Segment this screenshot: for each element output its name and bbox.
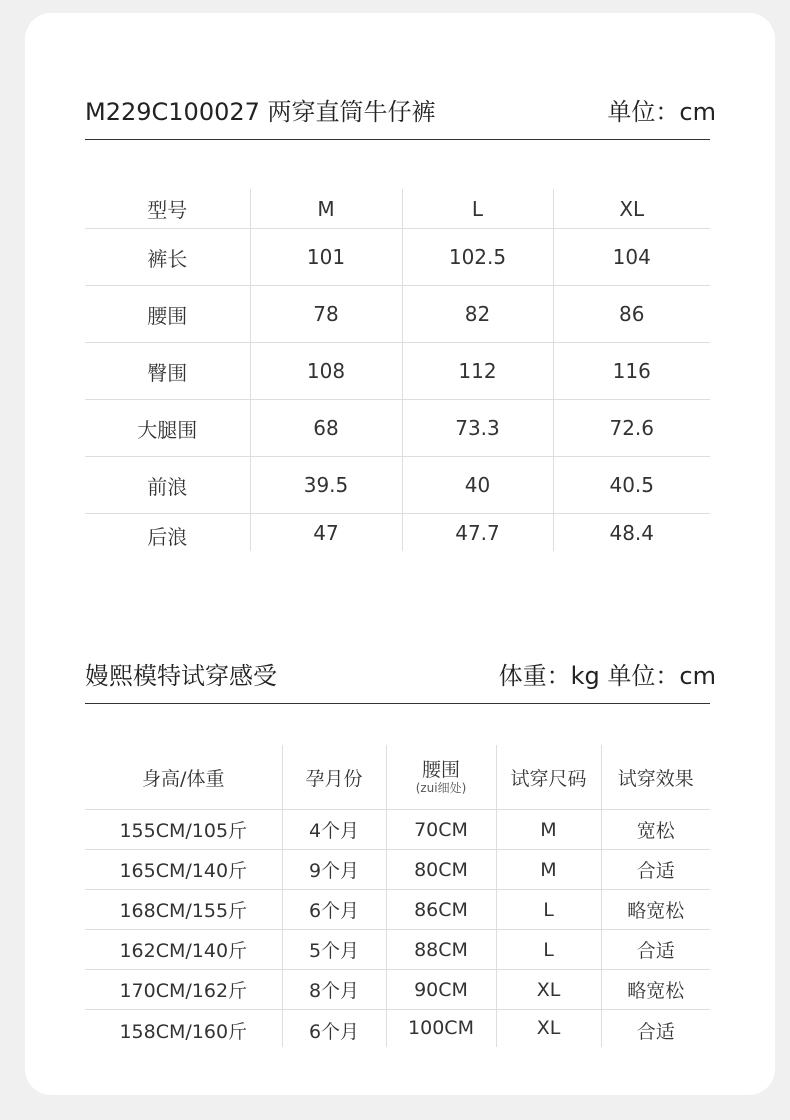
- table-cell: 合适: [601, 1010, 710, 1048]
- size-chart-header: [85, 98, 716, 140]
- table-row: [85, 1010, 710, 1048]
- table-row: [85, 400, 710, 457]
- table-cell: L: [496, 890, 601, 930]
- waist-label: 腰围: [421, 759, 460, 781]
- table-cell: 158CM/160斤: [119, 1021, 248, 1043]
- table-cell: M: [496, 850, 601, 890]
- table-cell: 72.6: [553, 400, 710, 457]
- table-cell: 86: [553, 286, 710, 343]
- table-cell: 6个月: [282, 1010, 386, 1048]
- table-cell: 80CM: [386, 850, 496, 890]
- table-cell: 73.3: [402, 400, 553, 457]
- table-cell: 6个月: [282, 890, 386, 930]
- table-cell: 170CM/162斤: [85, 970, 282, 1010]
- table-cell: 39.5: [250, 457, 402, 514]
- table-cell: 86CM: [386, 890, 496, 930]
- table-cell: 165CM/140斤: [85, 850, 282, 890]
- table-row: [85, 457, 710, 514]
- row-label: 裤长: [85, 229, 250, 286]
- table-cell: 宽松: [601, 810, 710, 850]
- row-label: 大腿围: [85, 400, 250, 457]
- table-row: [85, 850, 710, 890]
- table-cell: 102.5: [402, 229, 553, 286]
- table-cell: 112: [402, 343, 553, 400]
- row-label: 臀围: [85, 343, 250, 400]
- table-cell: 9个月: [282, 850, 386, 890]
- table-cell: 90CM: [386, 970, 496, 1010]
- table-cell: 合适: [601, 850, 710, 890]
- header-cell-m: M: [250, 189, 402, 229]
- table-row: [85, 930, 710, 970]
- table-cell: 155CM/105斤: [85, 810, 282, 850]
- table-cell: 合适: [601, 930, 710, 970]
- table-cell: L: [496, 930, 601, 970]
- waist-note: (zui细处): [415, 781, 467, 795]
- table-cell: 略宽松: [601, 970, 710, 1010]
- size-chart-title: M229C100027 两穿直筒牛仔裤: [85, 98, 436, 126]
- table-cell: 108: [250, 343, 402, 400]
- table-cell: 48.4: [553, 514, 710, 552]
- header-cell-size: 试穿尺码: [496, 745, 601, 810]
- header-cell-model: 型号: [85, 189, 250, 229]
- table-cell: 78: [250, 286, 402, 343]
- model-fit-title: 嫚熙模特试穿感受: [85, 662, 277, 690]
- table-cell: 4个月: [282, 810, 386, 850]
- header-cell-waist: [386, 745, 496, 810]
- table-row: [85, 514, 710, 552]
- model-fit-unit: 体重：kg 单位：cm: [498, 662, 716, 690]
- header-cell-effect: 试穿效果: [601, 745, 710, 810]
- table-cell: 40: [402, 457, 553, 514]
- row-label: 前浪: [85, 457, 250, 514]
- table-cell: XL: [496, 970, 601, 1010]
- table-row: [85, 810, 710, 850]
- header-cell-height-weight: 身高/体重: [85, 745, 282, 810]
- size-table-header-row: [85, 189, 710, 229]
- table-cell: 47.7: [402, 514, 553, 552]
- model-fit-table: [85, 745, 710, 1047]
- row-label: 腰围: [85, 286, 250, 343]
- header-cell-month: 孕月份: [282, 745, 386, 810]
- table-cell: 162CM/140斤: [85, 930, 282, 970]
- table-row: [85, 970, 710, 1010]
- table-cell: M: [496, 810, 601, 850]
- table-cell: 5个月: [282, 930, 386, 970]
- table-cell: XL: [496, 1010, 601, 1048]
- table-cell: 47: [250, 514, 402, 552]
- header-cell-l: L: [402, 189, 553, 229]
- table-cell: 101: [250, 229, 402, 286]
- table-cell: 40.5: [553, 457, 710, 514]
- table-cell: 100CM: [386, 1010, 496, 1048]
- model-fit-header: [85, 662, 716, 704]
- row-label: 后浪: [147, 525, 188, 549]
- table-row: [85, 343, 710, 400]
- table-cell: 68: [250, 400, 402, 457]
- table-cell: 82: [402, 286, 553, 343]
- table-row: [85, 229, 710, 286]
- table-cell: 70CM: [386, 810, 496, 850]
- table-cell: 104: [553, 229, 710, 286]
- size-chart-unit: 单位：cm: [607, 98, 716, 126]
- table-cell: 8个月: [282, 970, 386, 1010]
- table-cell: 略宽松: [601, 890, 710, 930]
- table-cell: 88CM: [386, 930, 496, 970]
- header-cell-xl: XL: [553, 189, 710, 229]
- table-cell: 168CM/155斤: [85, 890, 282, 930]
- table-cell: 116: [553, 343, 710, 400]
- size-table: [85, 189, 710, 551]
- model-table-header-row: [85, 745, 710, 810]
- table-row: [85, 286, 710, 343]
- table-row: [85, 890, 710, 930]
